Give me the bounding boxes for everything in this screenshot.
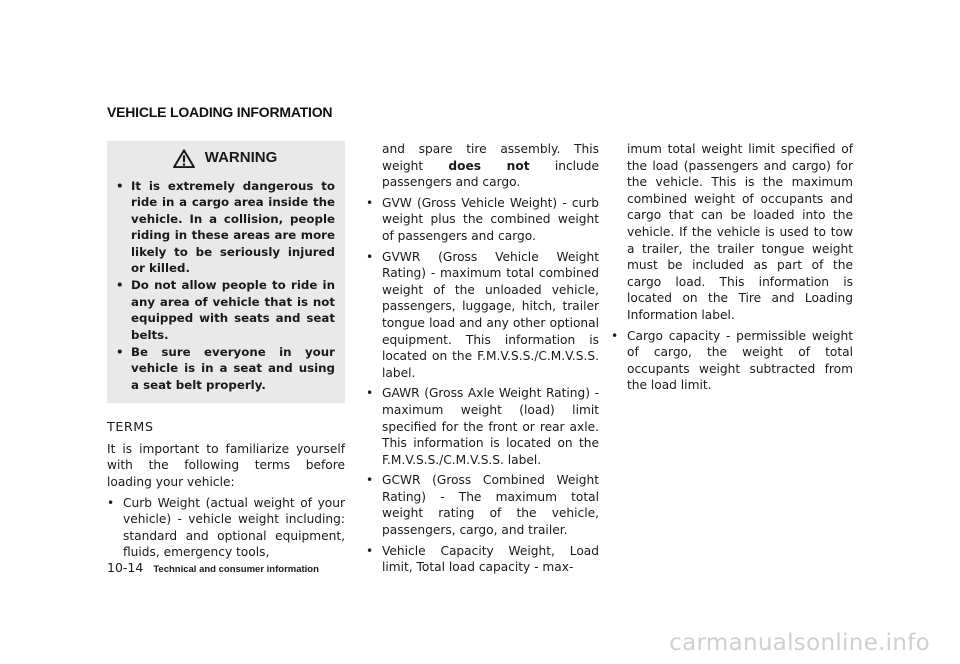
term-gvw: • GVW (Gross Vehicle Weight) - curb weight plus the combined weight of passengers and cargo.	[366, 195, 599, 245]
column-2	[366, 141, 599, 576]
warning-triangle-icon	[173, 149, 195, 168]
curb-text-bold: does not	[448, 158, 530, 173]
terms-list	[107, 495, 345, 561]
page-number: 10-14	[107, 560, 144, 575]
terms-intro: It is important to familiarize yourself with the following terms before loading your vehicle:	[107, 441, 345, 490]
warning-item: • Be sure everyone in your vehicle is in a seat and using a seat belt properly.	[115, 344, 335, 393]
footer-chapter-title: Technical and consumer information	[153, 564, 319, 575]
term-gvwr: • GVWR (Gross Vehicle Weight Rating) - maximum total combined weight of the unloaded vehicle, passengers, luggage, hitch, trailer tongue load and any other optional equipment. This information is located on the F.M.V.S.S./C.M.V.S.S. label.	[366, 249, 599, 382]
term-gcwr: • GCWR (Gross Combined Weight Rating) - The maximum total weight rating of the vehicle, passengers, cargo, and trailer.	[366, 472, 599, 538]
warning-header	[115, 149, 335, 168]
curb-text-b: include passengers and cargo.	[382, 158, 599, 190]
page-footer	[107, 560, 319, 575]
term-gawr: • GAWR (Gross Axle Weight Rating) - maximum weight (load) limit specified for the front or rear axle. This information is located on the F.M.V.S.S./C.M.V.S.S. label.	[366, 385, 599, 468]
term-curb-weight-continued	[366, 141, 599, 191]
term-cargo-capacity: • Cargo capacity - permissible weight of cargo, the weight of total occupants weight subtracted from the load limit.	[611, 328, 853, 394]
column-1	[107, 141, 345, 561]
curb-text-a: and spare tire assembly. This weight	[382, 142, 599, 173]
term-curb-weight: • Curb Weight (actual weight of your vehicle) - vehicle weight including: standard and optional equipment, fluids, emergency tools,	[107, 495, 345, 561]
warning-item: • It is extremely dangerous to ride in a cargo area inside the vehicle. In a collision, people riding in these areas are more likely to be seriously injured or killed.	[115, 178, 335, 276]
warning-box	[107, 141, 345, 403]
term-vehicle-capacity-weight: • Vehicle Capacity Weight, Load limit, Total load capacity - max-	[366, 543, 599, 576]
warning-title: WARNING	[204, 149, 278, 167]
column-3	[611, 141, 853, 394]
warning-item: • Do not allow people to ride in any area of vehicle that is not equipped with seats and seat belts.	[115, 277, 335, 343]
term-vehicle-capacity-weight-continued: imum total weight limit specified of the load (passengers and cargo) for the vehicle. This is the maximum combined weight of occupants and cargo that can be loaded into the vehicle. If the vehicle is used to tow a trailer, the trailer tongue weight must be included as part of the cargo load. This information is located on the Tire and Loading Information label.	[627, 142, 853, 322]
terms-heading: TERMS	[107, 420, 154, 436]
watermark: carmanualsonline.info	[669, 630, 930, 656]
section-title: VEHICLE LOADING INFORMATION	[107, 104, 333, 120]
terms-list-continued	[366, 141, 599, 576]
warning-list	[115, 178, 335, 393]
terms-list-continued-2	[611, 141, 853, 394]
